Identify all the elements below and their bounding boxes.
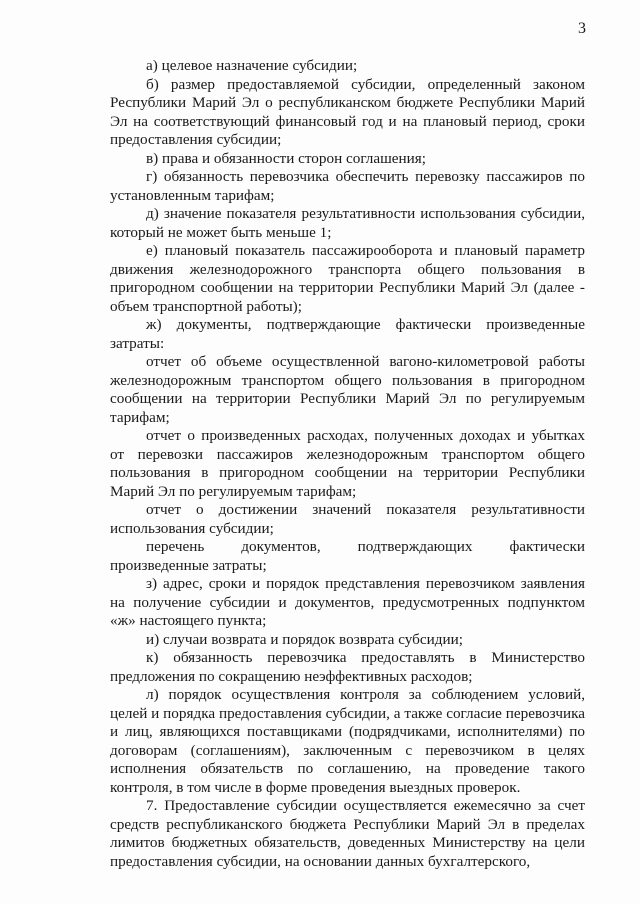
document-item-indicator-report: отчет о достижении значений показателя результативности использования субсидии;	[110, 501, 585, 537]
paragraph-i-refund: и) случаи возврата и порядок возврата субсидии;	[146, 630, 463, 648]
paragraph-k-proposals: к) обязанность перевозчика предоставлять в Министерство предложения по сокращению неэффективных расходов;	[110, 649, 585, 685]
paragraph-d-indicator: д) значение показателя результативности использования субсидии, который не может быть меньше 1;	[110, 205, 585, 241]
paragraph-b-amount: б) размер предоставляемой субсидии, определенный законом Республики Марий Эл о республиканском бюджете Республики Марий Эл на соответствующий финансовый год и на плановый период, сроки предоставления субсидии;	[110, 75, 585, 148]
paragraph-e-planned-volume: е) плановый показатель пассажирооборота и плановый параметр движения железнодорожного транспорта общего пользования в пригородном сообщении на территории Республики Марий Эл (далее - объем транспортной работы);	[110, 242, 585, 315]
paragraph-l-control: л) порядок осуществления контроля за соблюдением условий, целей и порядка предоставления субсидии, а также согласие перевозчика и лиц, являющихся поставщиками (подрядчиками, исполнителями) по договорам (соглашениям), заключенным с перевозчиком в целях исполнения обязательств по соглашению, на проведение такого контроля, в том числе в форме проведения выездных проверок.	[110, 686, 585, 796]
document-item-work-report: отчет об объеме осуществленной вагоно-километровой работы железнодорожным транспортом общего пользования в пригородном сообщении на территории Республики Марий Эл по регулируемым тарифам;	[110, 353, 585, 426]
document-body	[110, 57, 585, 871]
paragraph-a-purpose: а) целевое назначение субсидии;	[146, 57, 358, 74]
paragraph-7-provision: 7. Предоставление субсидии осуществляется ежемесячно за счет средств республиканского бюджета Республики Марий Эл в пределах лимитов бюджетных обязательств, доведенных Министерству на цели предоставления субсидии, на основании данных бухгалтерского,	[110, 797, 585, 870]
paragraph-zh-documents: ж) документы, подтверждающие фактически произведенные затраты:	[110, 316, 585, 352]
document-item-expense-report: отчет о произведенных расходах, полученных доходах и убытках от перевозки пассажиров железнодорожным транспортом общего пользования в пригородном сообщении на территории Республики Марий Эл по регулируемым тарифам;	[110, 427, 585, 500]
paragraph-z-submission: з) адрес, сроки и порядок представления перевозчиком заявления на получение субсидии и документов, предусмотренных подпунктом «ж» настоящего пункта;	[110, 575, 585, 629]
page-number: 3	[578, 20, 586, 37]
paragraph-g-obligation: г) обязанность перевозчика обеспечить перевозку пассажиров по установленным тарифам;	[110, 168, 585, 204]
document-item-cost-list: перечень документов, подтверждающих фактически произведенные затраты;	[110, 538, 585, 574]
paragraph-v-rights: в) права и обязанности сторон соглашения;	[146, 149, 427, 167]
